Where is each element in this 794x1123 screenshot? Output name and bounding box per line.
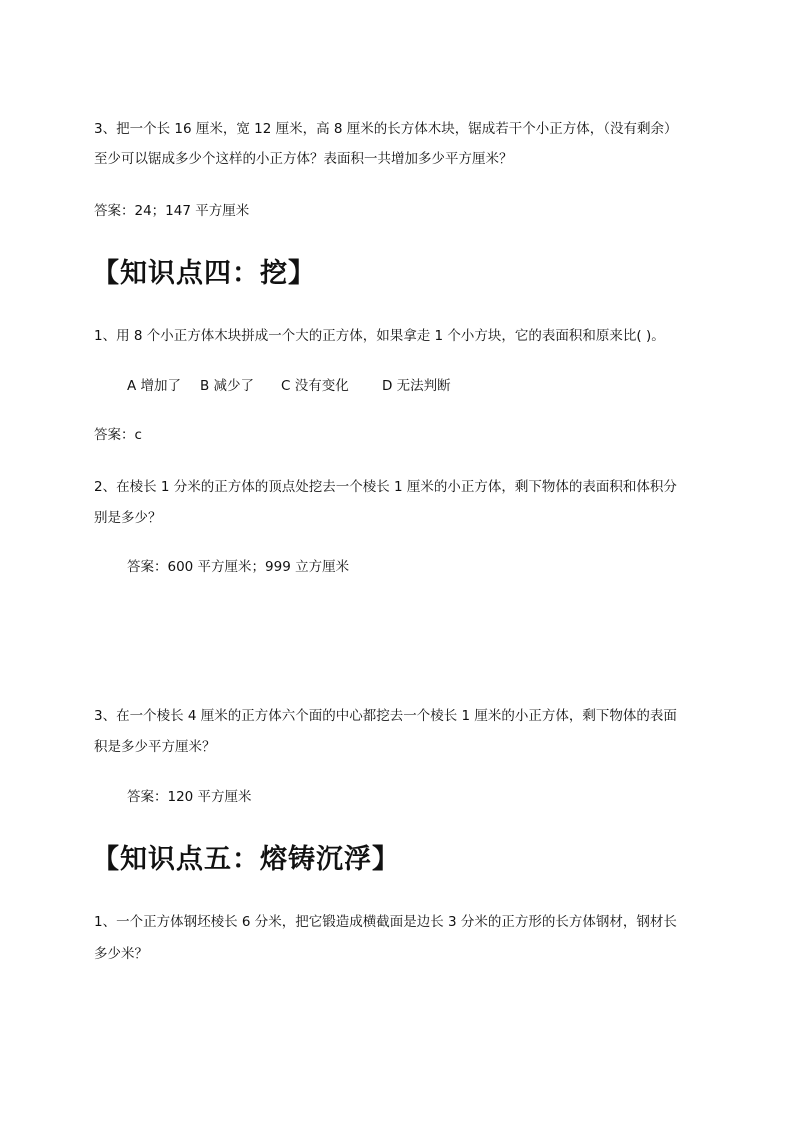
s4-question-1-text: 1、用 8 个小正方体木块拼成一个大的正方体，如果拿走 1 个小方块，它的表面积和原来比( )。 [94,328,665,344]
s4-question-2-line-2: 别是多少？ [94,510,162,526]
option-b: B 减少了 [200,378,255,394]
section-heading-4: 【知识点四：挖】 [92,258,316,289]
question-3-answer: 答案：24；147 平方厘米 [94,203,250,219]
s4-question-1-options [127,372,451,400]
s5-question-1-line-2: 多少米？ [94,946,148,962]
s5-question-1-line-1: 1、一个正方体钢坯棱长 6 分米，把它锻造成横截面是边长 3 分米的正方形的长方体钢材，钢材长 [94,914,677,930]
option-d: D 无法判断 [382,378,451,394]
option-c: C 没有变化 [281,378,349,394]
s4-question-3-answer: 答案：120 平方厘米 [127,789,252,805]
s4-question-2-answer: 答案：600 平方厘米；999 立方厘米 [127,559,350,575]
section-heading-5: 【知识点五：熔铸沉浮】 [92,844,400,875]
option-a: A 增加了 [127,378,182,394]
question-3-line-1: 3、把一个长 16 厘米，宽 12 厘米，高 8 厘米的长方体木块，锯成若干个小正方体，（没有剩余） [94,121,678,137]
question-3-line-2: 至少可以锯成多少个这样的小正方体？表面积一共增加多少平方厘米？ [94,151,513,167]
s4-question-2-line-1: 2、在棱长 1 分米的正方体的顶点处挖去一个棱长 1 厘米的小正方体，剩下物体的表面积和体积分 [94,479,677,495]
s4-question-3-line-1: 3、在一个棱长 4 厘米的正方体六个面的中心都挖去一个棱长 1 厘米的小正方体，剩下物体的表面 [94,708,677,724]
s4-question-3-line-2: 积是多少平方厘米？ [94,739,216,755]
s4-question-1-answer: 答案：c [94,427,142,443]
